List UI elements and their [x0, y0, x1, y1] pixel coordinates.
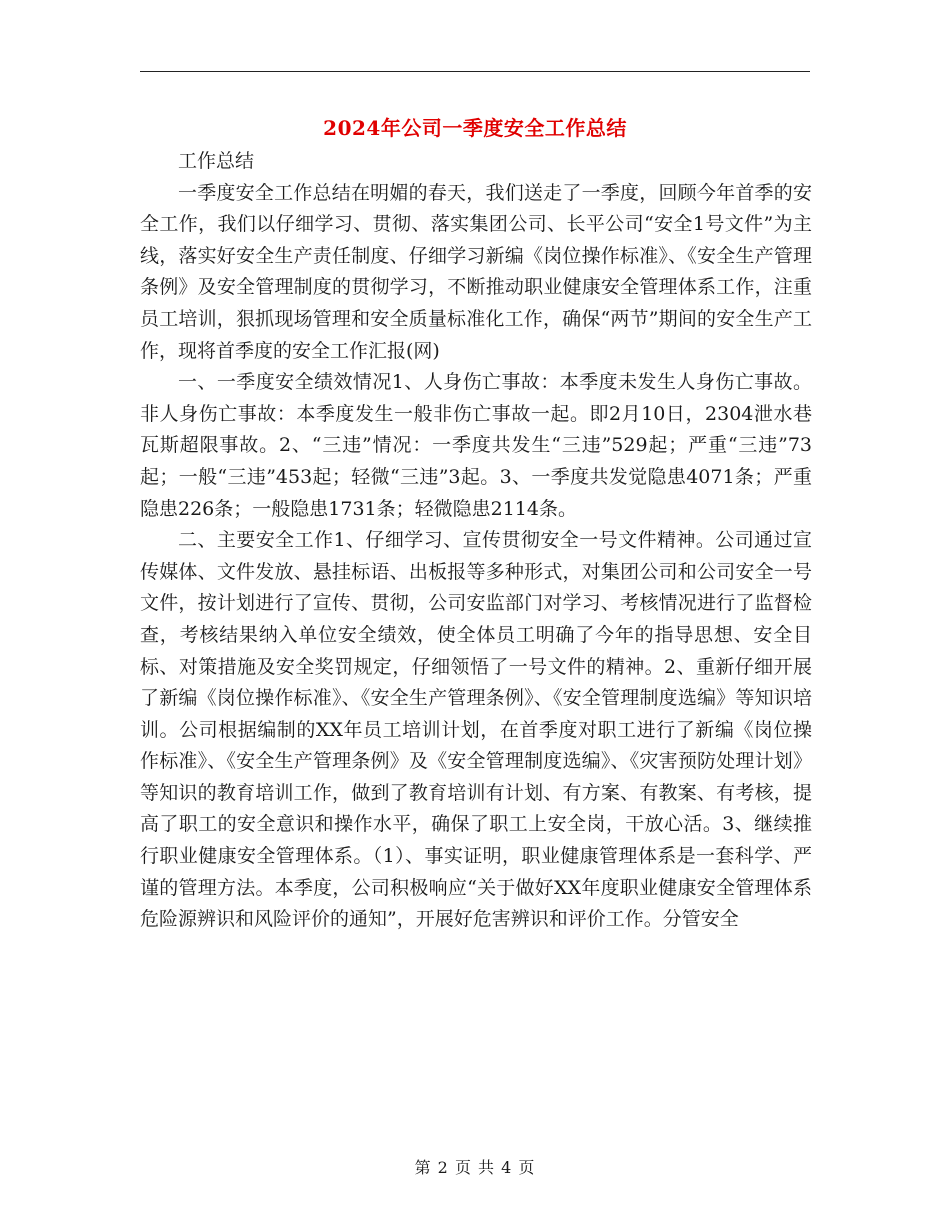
document-title: 2024年公司一季度安全工作总结	[323, 116, 627, 140]
document-body	[140, 146, 812, 936]
paragraph-intro: 一季度安全工作总结在明媚的春天，我们送走了一季度，回顾今年首季的安全工作，我们以仔细学习、贯彻、落实集团公司、长平公司“安全1号文件”为主线，落实好安全生产责任制度、仔细学习新编《岗位操作标准》、《安全生产管理条例》及安全管理制度的贯彻学习，不断推动职业健康安全管理体系工作，注重员工培训，狠抓现场管理和安全质量标准化工作，确保“两节”期间的安全生产工作，现将首季度的安全工作汇报(网)	[140, 181, 812, 362]
paragraph-main-work: 二、主要安全工作1、仔细学习、宣传贯彻安全一号文件精神。公司通过宣传媒体、文件发放、悬挂标语、出板报等多种形式，对集团公司和公司安全一号文件，按计划进行了宣传、贯彻，公司安监部门对学习、考核情况进行了监督检查，考核结果纳入单位安全绩效，使全体员工明确了今年的指导思想、安全目标、对策措施及安全奖罚规定，仔细领悟了一号文件的精神。2、重新仔细开展了新编《岗位操作标准》、《安全生产管理条例》、《安全管理制度选编》等知识培训。公司根据编制的XX年员工培训计划，在首季度对职工进行了新编《岗位操作标准》、《安全生产管理条例》及《安全管理制度选编》、《灾害预防处理计划》等知识的教育培训工作，做到了教育培训有计划、有方案、有教案、有考核，提高了职工的安全意识和操作水平，确保了职工上安全岗，干放心活。3、继续推行职业健康安全管理体系。（1）、事实证明，职业健康管理体系是一套科学、严谨的管理方法。本季度，公司积极响应“关于做好XX年度职业健康安全管理体系危险源辨识和风险评价的通知”，开展好危害辨识和评价工作。分管安全	[140, 529, 812, 931]
paragraph-performance: 一、一季度安全绩效情况1、人身伤亡事故：本季度未发生人身伤亡事故。非人身伤亡事故：本季度发生一般非伤亡事故一起。即2月10日，2304泄水巷瓦斯超限事故。2、“三违”情况：一季度共发生“三违”529起；严重“三违”73起；一般“三违”453起；轻微“三违”3起。3、一季度共发觉隐患4071条；严重隐患226条；一般隐患1731条；轻微隐患2114条。	[140, 371, 812, 520]
page-number-footer: 第 2 页 共 4 页	[414, 1158, 536, 1177]
paragraph-heading: 工作总结	[178, 150, 255, 172]
header-rule	[140, 71, 810, 72]
